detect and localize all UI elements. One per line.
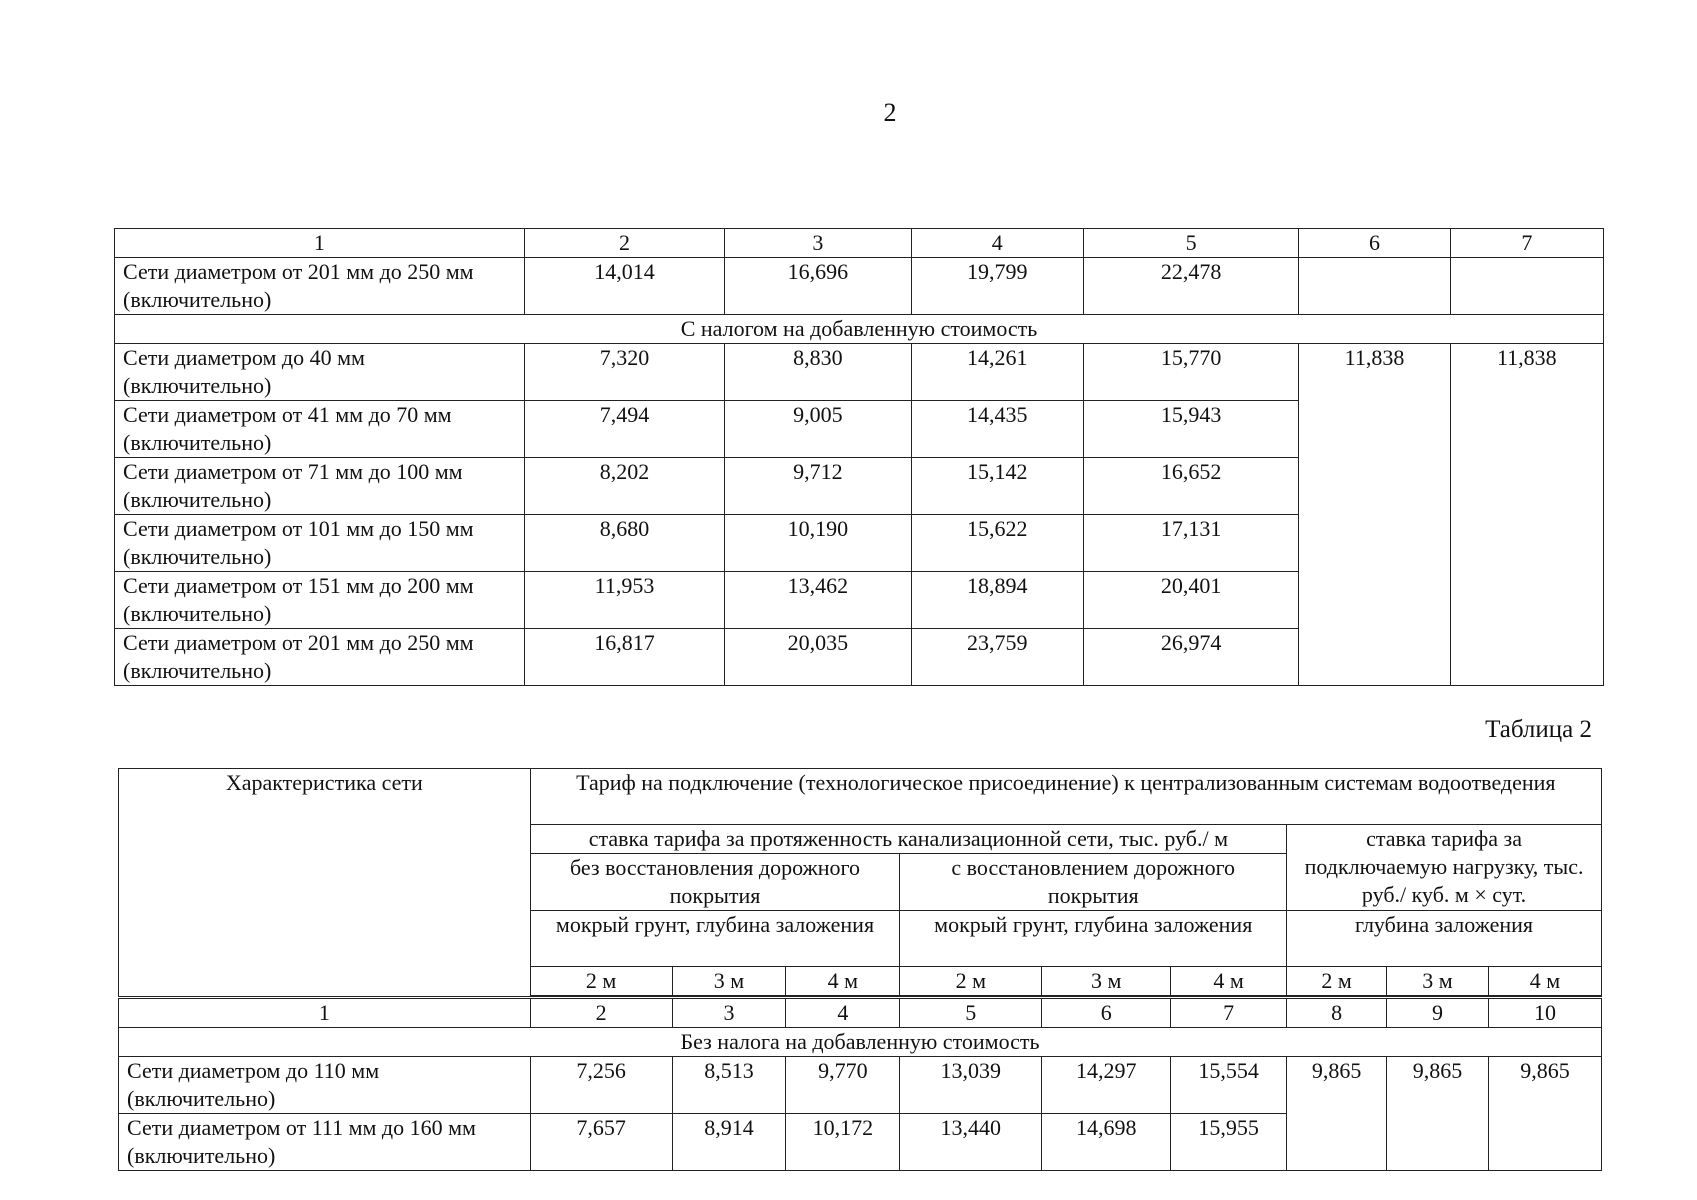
load-rate-cell: 11,838 [1299,344,1450,686]
value-cell: 17,131 [1083,515,1298,572]
table-row [115,344,1604,401]
depth-cell: 2 м [900,967,1042,996]
value-cell: 15,943 [1083,401,1298,458]
row-label: Сети диаметром от 111 мм до 160 мм (включительно) [119,1114,531,1171]
load-rate-cell: 9,865 [1488,1057,1601,1171]
value-cell: 8,680 [524,515,724,572]
section-title: С налогом на добавленную стоимость [115,315,1604,344]
row-label: Сети диаметром от 101 мм до 150 мм (включительно) [115,515,525,572]
row-label: Сети диаметром от 151 мм до 200 мм (включительно) [115,572,525,629]
header-cell: 2 [530,998,672,1028]
depth-cell: 2 м [1287,967,1387,996]
value-cell: 16,696 [725,258,911,315]
value-cell: 22,478 [1083,258,1298,315]
without-restoration-header: без восстановления дорожного покрытия [530,854,900,911]
value-cell: 11,953 [524,572,724,629]
value-cell: 18,894 [911,572,1083,629]
value-cell: 19,799 [911,258,1083,315]
empty-cell [1299,258,1450,315]
header-cell: 2 [524,229,724,258]
header-cell: 3 [672,998,786,1028]
value-cell: 14,698 [1042,1114,1171,1171]
table-row [115,258,1604,315]
depth-header: глубина заложения [1287,911,1602,967]
depth-cell: 2 м [530,967,672,996]
value-cell: 8,830 [725,344,911,401]
depth-cell: 4 м [786,967,900,996]
depth-cell: 3 м [672,967,786,996]
value-cell: 7,256 [530,1057,672,1114]
tariff-table-2 [118,768,1602,1171]
value-cell: 20,401 [1083,572,1298,629]
column-number-row [115,229,1604,258]
header-cell: 5 [1083,229,1298,258]
header-cell: 9 [1387,998,1489,1028]
value-cell: 14,261 [911,344,1083,401]
value-cell: 16,817 [524,629,724,686]
soil-depth-header: мокрый грунт, глубина заложения [530,911,900,967]
header-row [119,769,1602,825]
empty-cell [1450,258,1603,315]
row-label: Сети диаметром до 40 мм (включительно) [115,344,525,401]
header-cell: 5 [900,998,1042,1028]
depth-cell: 4 м [1171,967,1287,996]
row-label: Сети диаметром от 41 мм до 70 мм (включительно) [115,401,525,458]
row-label: Сети диаметром от 201 мм до 250 мм (включительно) [115,258,525,315]
load-rate-cell: 9,865 [1387,1057,1489,1171]
tariff-table-continuation [114,228,1604,686]
header-cell: 3 [725,229,911,258]
value-cell: 15,955 [1171,1114,1287,1171]
row-label: Сети диаметром до 110 мм (включительно) [119,1057,531,1114]
value-cell: 10,172 [786,1114,900,1171]
section-row [119,1028,1602,1057]
header-cell: 1 [119,998,531,1028]
load-rate-cell: 9,865 [1287,1057,1387,1171]
value-cell: 8,202 [524,458,724,515]
header-cell: 6 [1042,998,1171,1028]
value-cell: 15,554 [1171,1057,1287,1114]
header-cell: 6 [1299,229,1450,258]
value-cell: 14,014 [524,258,724,315]
value-cell: 14,297 [1042,1057,1171,1114]
depth-cell: 4 м [1488,967,1601,996]
value-cell: 13,462 [725,572,911,629]
value-cell: 13,039 [900,1057,1042,1114]
value-cell: 26,974 [1083,629,1298,686]
header-cell: 8 [1287,998,1387,1028]
value-cell: 9,005 [725,401,911,458]
header-cell: 4 [786,998,900,1028]
soil-depth-header: мокрый грунт, глубина заложения [900,911,1287,967]
header-cell: 10 [1488,998,1601,1028]
section-row [115,315,1604,344]
depth-cell: 3 м [1042,967,1171,996]
value-cell: 7,657 [530,1114,672,1171]
value-cell: 10,190 [725,515,911,572]
characteristic-header: Характеристика сети [119,769,531,998]
table-row [119,1057,1602,1114]
value-cell: 15,142 [911,458,1083,515]
depth-cell: 3 м [1387,967,1489,996]
table-caption: Таблица 2 [1485,716,1592,743]
row-label: Сети диаметром от 201 мм до 250 мм (включительно) [115,629,525,686]
value-cell: 13,440 [900,1114,1042,1171]
value-cell: 23,759 [911,629,1083,686]
value-cell: 15,622 [911,515,1083,572]
value-cell: 9,712 [725,458,911,515]
value-cell: 16,652 [1083,458,1298,515]
section-title: Без налога на добавленную стоимость [119,1028,1602,1057]
value-cell: 8,914 [672,1114,786,1171]
length-rate-header: ставка тарифа за протяженность канализационной сети, тыс. руб./ м [530,825,1286,854]
with-restoration-header: с восстановлением дорожного покрытия [900,854,1287,911]
value-cell: 9,770 [786,1057,900,1114]
header-cell: 4 [911,229,1083,258]
column-number-row [119,998,1602,1028]
row-label: Сети диаметром от 71 мм до 100 мм (включительно) [115,458,525,515]
value-cell: 8,513 [672,1057,786,1114]
value-cell: 20,035 [725,629,911,686]
value-cell: 7,494 [524,401,724,458]
value-cell: 7,320 [524,344,724,401]
tariff-title: Тариф на подключение (технологическое присоединение) к централизованным системам водоотведения [530,769,1601,825]
page-number: 2 [883,98,897,127]
value-cell: 14,435 [911,401,1083,458]
header-cell: 1 [115,229,525,258]
load-rate-header: ставка тарифа за подключаемую нагрузку, тыс. руб./ куб. м × сут. [1287,825,1602,911]
header-cell: 7 [1450,229,1603,258]
value-cell: 15,770 [1083,344,1298,401]
load-rate-cell: 11,838 [1450,344,1603,686]
header-cell: 7 [1171,998,1287,1028]
